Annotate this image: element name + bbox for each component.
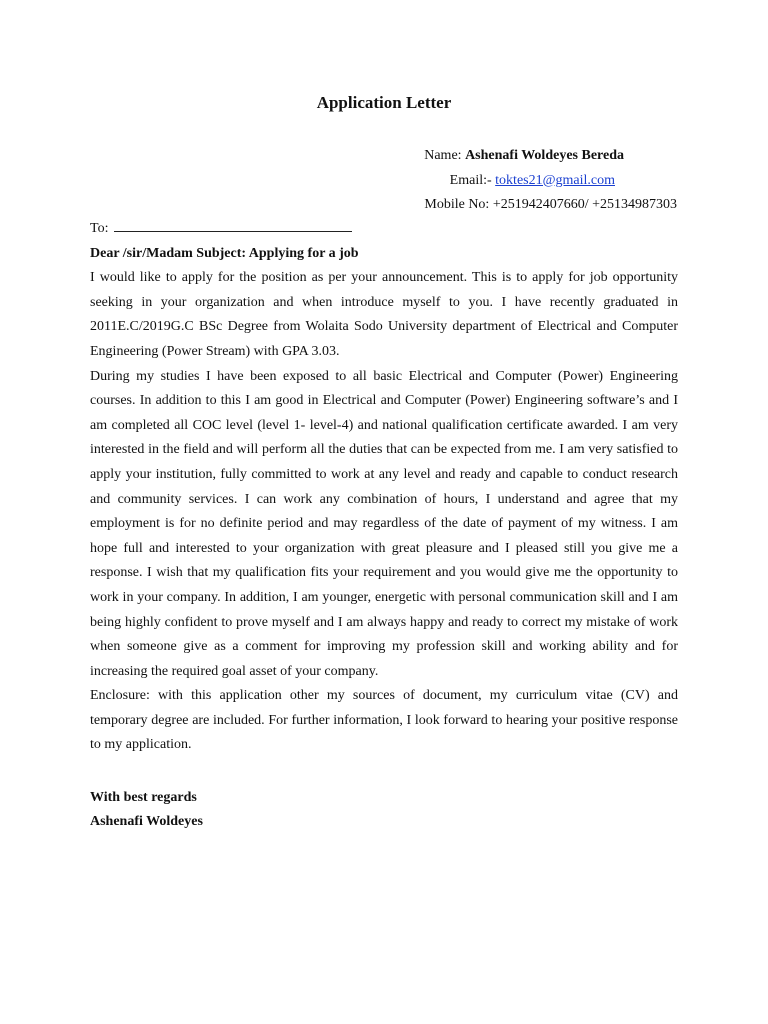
closing-salutation: With best regards <box>90 790 197 805</box>
letter-body <box>90 217 678 758</box>
email-label: Email:- <box>449 172 496 188</box>
to-label: To: <box>90 221 112 236</box>
page-title: Application Letter <box>316 93 452 112</box>
contact-mobile-line: Mobile No: +251942407660/ +25134987303 <box>424 197 677 212</box>
signature-name: Ashenafi Woldeyes <box>90 814 203 829</box>
closing-block <box>90 786 203 834</box>
contact-name-line <box>257 144 677 169</box>
paragraph-enclosure: Enclosure: with this application other my sources of document, my curriculum vitae (CV) and temporary degree are included. For further information, I look forward to hearing your positive response to my application. <box>90 688 678 753</box>
email-link[interactable]: toktes21@gmail.com <box>495 172 615 188</box>
subject-line: Dear /sir/Madam Subject: Applying for a job <box>90 245 359 261</box>
recipient-blank-line <box>114 218 352 232</box>
name-label: Name: <box>424 148 466 163</box>
paragraph-experience: During my studies I have been exposed to all basic Electrical and Computer (Power) Engineering courses. In addition to this I am good in Electrical and Computer (Power) Engineering software’s and I am completed all COC level (level 1- level-4) and national qualification certificate awarded. I am very interested in the field and will perform all the duties that can be expected from me. I am very satisfied to apply your institution, fully committed to work at any level and ready and capable to conduct research and community services. I can work any combination of hours, I understand and agree that my employment is for no definite period and may regardless of the date of payment of my witness. I am hope full and interested to your organization with great pleasure and I pleased still you give me a response. I wish that my qualification fits your requirement and you would give me the opportunity to work in your company. In addition, I am younger, energetic with personal communication skill and I am being highly confident to prove myself and I am always happy and ready to correct my mistake of work when someone give as a comment for improving my profession skill and working ability and for increasing the required goal asset of your company. <box>90 368 678 679</box>
recipient-line <box>90 217 678 242</box>
contact-block <box>257 144 677 218</box>
contact-email-line <box>257 169 677 194</box>
name-value: Ashenafi Woldeyes Bereda <box>465 148 624 163</box>
paragraph-intro: I would like to apply for the position as per your announcement. This is to apply for job opportunity seeking in your organization and when introduce myself to you. I have recently graduated in 2011E.C/2019G.C BSc Degree from Wolaita Sodo University department of Electrical and Computer Engineering (Power Stream) with GPA 3.03. <box>90 270 678 359</box>
